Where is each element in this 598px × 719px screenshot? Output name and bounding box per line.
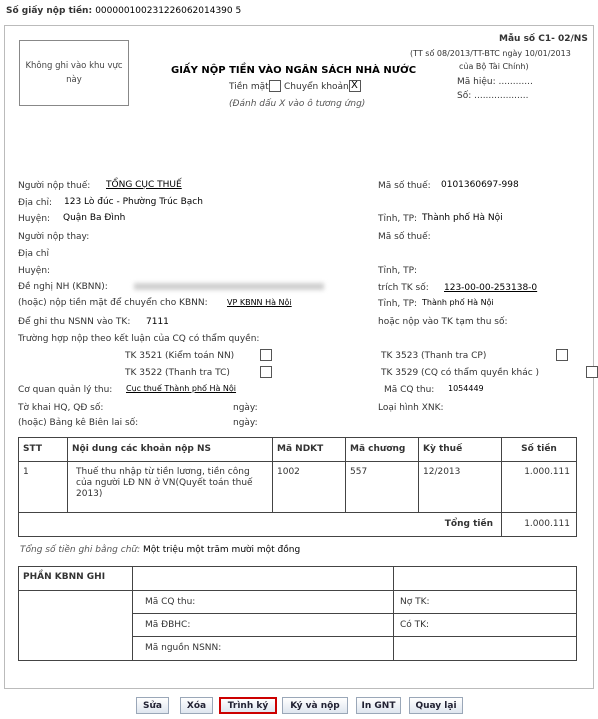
tk3529-label: TK 3529 (CQ có thẩm quyền khác ) bbox=[381, 368, 540, 378]
row-amount[interactable]: 1.000.111 bbox=[502, 462, 577, 513]
col-stt: STT bbox=[19, 438, 68, 462]
submit-for-signing-button[interactable]: Trình ký bbox=[219, 697, 277, 714]
row-content[interactable]: Thuế thu nhập từ tiền lương, tiền công của người LĐ NN ở VN(Quyết toán thuế 2013) bbox=[68, 462, 273, 513]
circular-ref-1: (TT số 08/2013/TT-BTC ngày 10/01/2013 bbox=[410, 49, 571, 58]
col-amount: Số tiền bbox=[502, 438, 577, 462]
agency-code-label: Mã CQ thu: bbox=[384, 385, 435, 395]
col-content: Nội dung các khoản nộp NS bbox=[68, 438, 273, 462]
kbnn-debit-label: Nợ TK: bbox=[394, 591, 577, 614]
payment-table bbox=[18, 437, 577, 537]
table-row bbox=[19, 462, 577, 513]
tk3522-checkbox[interactable] bbox=[260, 366, 272, 378]
total-amount: 1.000.111 bbox=[502, 513, 577, 537]
cash-province-label: Tỉnh, TP: bbox=[378, 299, 418, 309]
kbnn-agency-code-label: Mã CQ thu: bbox=[133, 591, 394, 614]
customs-label: Tờ khai HQ, QĐ số: bbox=[18, 403, 104, 413]
row-period[interactable]: 12/2013 bbox=[419, 462, 502, 513]
audit-intro: Trường hợp nộp theo kết luận của CQ có thẩm quyền: bbox=[18, 334, 260, 344]
proxy-province-label: Tỉnh, TP: bbox=[378, 266, 418, 276]
col-ndkt: Mã NDKT bbox=[273, 438, 346, 462]
row-stt: 1 bbox=[19, 462, 68, 513]
payer-name[interactable]: TỔNG CỤC THUẾ bbox=[106, 180, 182, 190]
kbnn-source-label: Mã nguồn NSNN: bbox=[133, 637, 394, 661]
tk3521-checkbox[interactable] bbox=[260, 349, 272, 361]
transfer-label: Chuyển khoản bbox=[284, 82, 349, 92]
customs-date-label: ngày: bbox=[233, 403, 258, 413]
transfer-mark: X bbox=[351, 80, 358, 91]
symbol-label: Mã hiệu: ............ bbox=[457, 77, 533, 87]
temp-account-label: hoặc nộp vào TK tạm thu số: bbox=[378, 317, 508, 327]
kbnn-dbhc-label: Mã ĐBHC: bbox=[133, 614, 394, 637]
proxy-district-label: Huyện: bbox=[18, 266, 51, 276]
agency-code[interactable]: 1054449 bbox=[448, 384, 484, 393]
back-button[interactable]: Quay lại bbox=[409, 697, 463, 714]
tk3523-label: TK 3523 (Thanh tra CP) bbox=[381, 351, 487, 361]
col-chapter: Mã chương bbox=[346, 438, 419, 462]
proxy-payer-label: Người nộp thay: bbox=[18, 232, 90, 242]
form-code: Mẫu số C1- 02/NS bbox=[499, 34, 588, 44]
print-gnt-button[interactable]: In GNT bbox=[356, 697, 401, 714]
cash-province[interactable]: Thành phố Hà Nội bbox=[422, 298, 494, 307]
agency-name[interactable]: Cục thuế Thành phố Hà Nội bbox=[126, 384, 237, 393]
bank-request-label: Đề nghị NH (KBNN): bbox=[18, 282, 108, 292]
credit-account-label: Để ghi thu NSNN vào TK: bbox=[18, 317, 131, 327]
amount-in-words bbox=[20, 545, 300, 555]
mark-hint: (Đánh dấu X vào ô tương ứng) bbox=[229, 99, 366, 109]
debit-account[interactable]: 123-00-00-253138-0 bbox=[444, 283, 538, 293]
agency-label: Cơ quan quản lý thu: bbox=[18, 385, 113, 395]
proxy-tax-id-label: Mã số thuế: bbox=[378, 232, 431, 242]
cash-label: Tiền mặt bbox=[229, 82, 269, 92]
sign-and-submit-button[interactable]: Ký và nộp bbox=[282, 697, 348, 714]
delete-button[interactable]: Xóa bbox=[180, 697, 213, 714]
number-label: Số: ................... bbox=[457, 91, 529, 101]
receipt-number-label: Số giấy nộp tiền: 000000100231226062014390 5 bbox=[6, 6, 242, 16]
tax-id[interactable]: 0101360697-998 bbox=[441, 180, 519, 190]
tk3523-checkbox[interactable] bbox=[556, 349, 568, 361]
tk3521-label: TK 3521 (Kiểm toán NN) bbox=[125, 351, 235, 361]
kbnn-title: PHẦN KBNN GHI bbox=[19, 567, 133, 591]
province-label: Tỉnh, TP: bbox=[378, 214, 418, 224]
xnk-label: Loại hình XNK: bbox=[378, 403, 444, 413]
debit-account-label: trích TK số: bbox=[378, 283, 429, 293]
tk3529-checkbox[interactable] bbox=[586, 366, 598, 378]
tax-id-label: Mã số thuế: bbox=[378, 181, 431, 191]
record-date-label: ngày: bbox=[233, 418, 258, 428]
kbnn-section bbox=[18, 566, 577, 661]
cash-checkbox[interactable] bbox=[269, 80, 281, 92]
cash-transfer-label: (hoặc) nộp tiền mặt để chuyển cho KBNN: bbox=[18, 298, 208, 308]
tk3522-label: TK 3522 (Thanh tra TC) bbox=[125, 368, 230, 378]
district[interactable]: Quận Ba Đình bbox=[63, 213, 126, 223]
row-chapter[interactable]: 557 bbox=[346, 462, 419, 513]
address[interactable]: 123 Lò đúc - Phường Trúc Bạch bbox=[64, 197, 203, 207]
cash-transfer-kbnn[interactable]: VP KBNN Hà Nội bbox=[227, 298, 292, 307]
redacted-bank-name bbox=[134, 283, 324, 290]
table-header-row bbox=[19, 438, 577, 462]
amount-in-words-label: Tổng số tiền ghi bằng chữ: bbox=[20, 545, 141, 555]
total-label: Tổng tiền bbox=[19, 513, 502, 537]
amount-in-words-value: Một triệu một trăm mười một đồng bbox=[143, 545, 301, 555]
form-title: GIẤY NỘP TIỀN VÀO NGÂN SÁCH NHÀ NƯỚC bbox=[171, 65, 417, 76]
col-period: Kỳ thuế bbox=[419, 438, 502, 462]
row-ndkt[interactable]: 1002 bbox=[273, 462, 346, 513]
circular-ref-2: của Bộ Tài Chính) bbox=[459, 62, 529, 71]
receipt-number: 000000100231226062014390 5 bbox=[95, 6, 242, 16]
kbnn-credit-label: Có TK: bbox=[394, 614, 577, 637]
credit-account[interactable]: 7111 bbox=[146, 317, 169, 327]
proxy-address-label: Địa chỉ bbox=[18, 249, 50, 259]
transfer-checkbox[interactable] bbox=[349, 80, 361, 92]
record-label: (hoặc) Bảng kê Biên lai số: bbox=[18, 418, 139, 428]
table-total-row bbox=[19, 513, 577, 537]
district-label: Huyện: bbox=[18, 214, 51, 224]
province[interactable]: Thành phố Hà Nội bbox=[422, 213, 503, 223]
reserved-area-box: Không ghi vào khu vực này bbox=[19, 40, 129, 106]
payer-name-label: Người nộp thuế: bbox=[18, 181, 91, 191]
edit-button[interactable]: Sửa bbox=[136, 697, 169, 714]
address-label: Địa chỉ: bbox=[18, 198, 53, 208]
